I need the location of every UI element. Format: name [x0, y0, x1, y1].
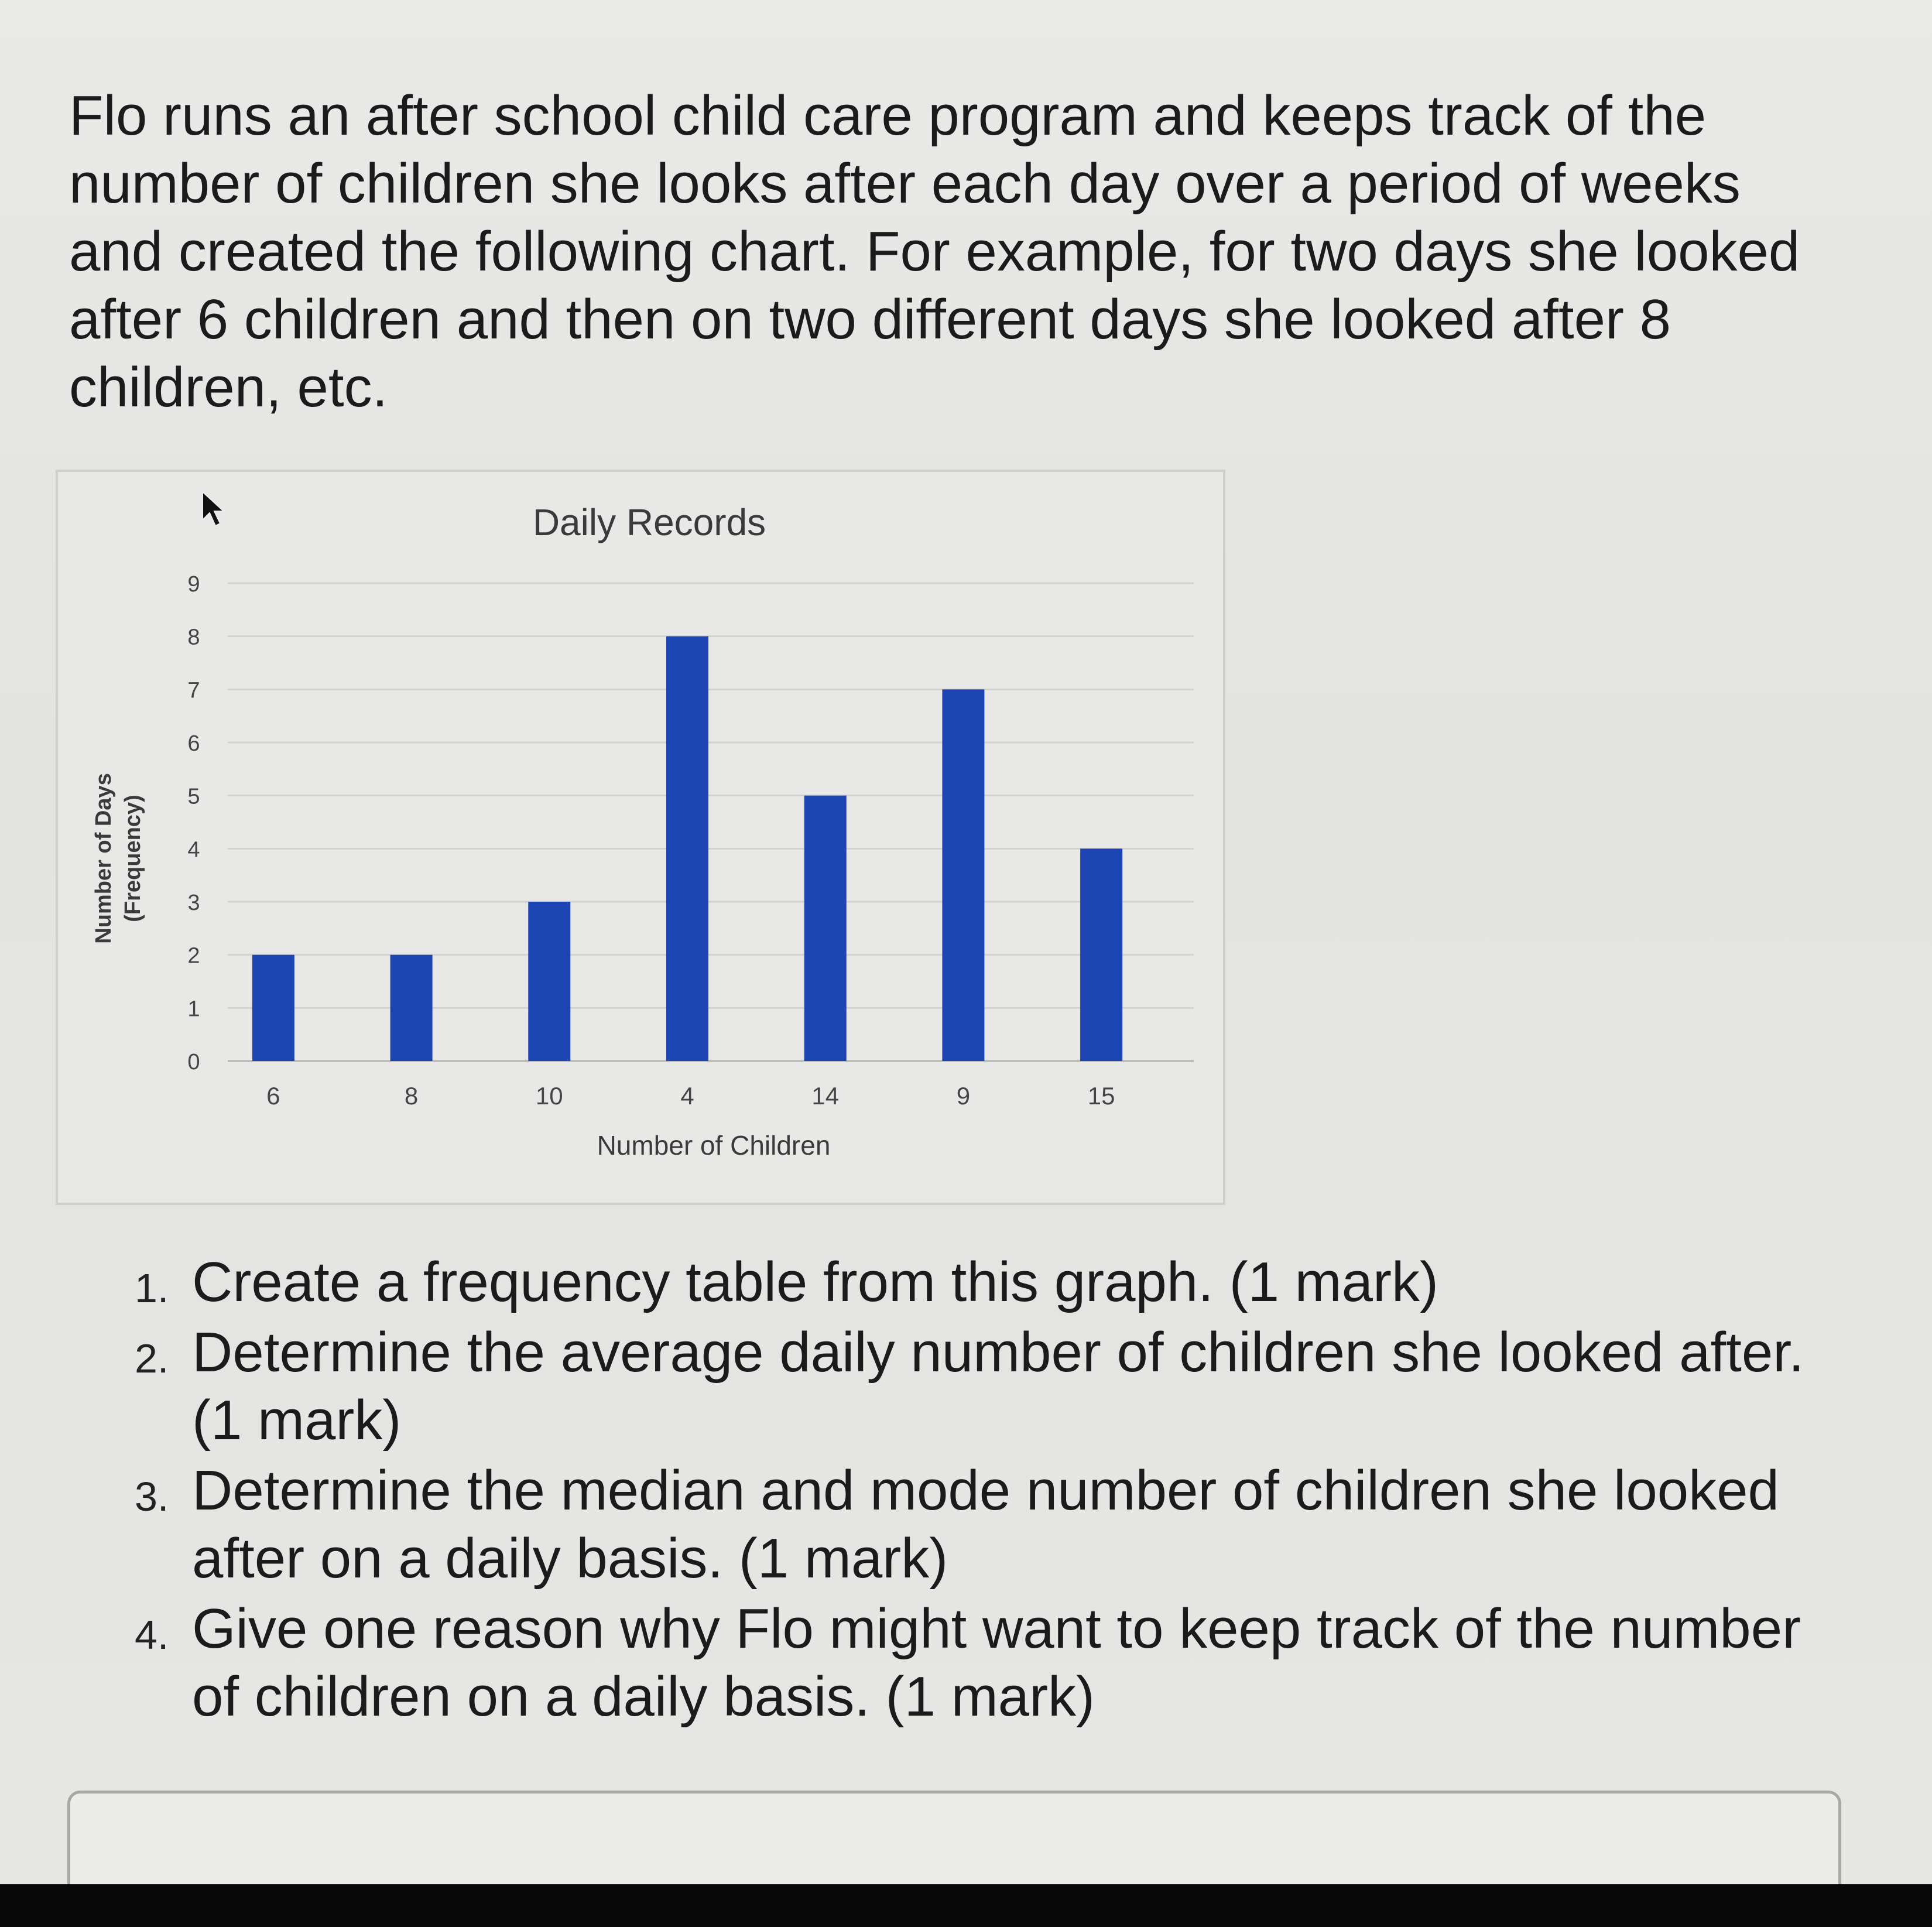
y-tick-label: 7	[187, 678, 200, 703]
question-item	[135, 1457, 1832, 1593]
question-number: 3.	[135, 1474, 169, 1519]
y-tick-label: 4	[187, 837, 200, 862]
y-tick-label: 6	[187, 731, 200, 756]
question-number: 1.	[135, 1265, 169, 1311]
bar-4	[666, 636, 708, 1061]
y-tick-label: 8	[187, 625, 200, 650]
question-text: Determine the average daily number of children she looked after. (1 mark)	[192, 1321, 1804, 1452]
y-tick-label: 5	[187, 784, 200, 809]
question-number: 2.	[135, 1336, 169, 1381]
problem-intro: Flo runs an after school child care program and keeps track of the number of children she looks after each day over a period of weeks and created the following chart. For example, for two days she looked after 6 children and then on two different days she looked after 8 children, etc.	[69, 84, 1800, 419]
bar-8	[390, 955, 433, 1061]
x-tick-labels	[266, 1082, 1115, 1110]
y-axis-label	[91, 773, 145, 943]
x-tick-label: 4	[680, 1082, 694, 1110]
question-text: Create a frequency table from this graph. (1 mark)	[192, 1251, 1438, 1313]
question-number: 4.	[135, 1612, 169, 1658]
screen-bezel	[0, 1884, 1932, 1927]
y-tick-label: 1	[187, 997, 200, 1022]
y-tick-label: 2	[187, 943, 200, 968]
x-tick-label: 14	[811, 1082, 840, 1110]
bar-9	[942, 689, 984, 1061]
y-axis-label-line2: (Frequency)	[121, 795, 145, 922]
question-text: Determine the median and mode number of children she looked after on a daily basis. (1 mark)	[192, 1459, 1779, 1590]
question-list	[135, 1248, 1832, 1733]
y-tick-labels	[187, 572, 200, 1074]
question-item	[135, 1595, 1832, 1731]
gridlines	[228, 583, 1194, 1061]
question-item	[135, 1248, 1832, 1316]
chart-frame	[56, 470, 1225, 1205]
question-item	[135, 1319, 1832, 1454]
x-tick-label: 6	[266, 1082, 280, 1110]
bar-10	[528, 902, 570, 1061]
question-text: Give one reason why Flo might want to keep track of the number of children on a daily basis. (1 mark)	[192, 1597, 1801, 1728]
y-tick-label: 9	[187, 572, 200, 597]
x-axis-label: Number of Children	[597, 1130, 831, 1161]
bar-15	[1080, 848, 1122, 1061]
x-tick-label: 8	[404, 1082, 419, 1110]
bar-6	[252, 955, 294, 1061]
chart-title: Daily Records	[532, 501, 766, 543]
y-tick-label: 0	[187, 1050, 200, 1074]
y-tick-label: 3	[187, 891, 200, 915]
x-tick-label: 10	[535, 1082, 563, 1110]
y-axis-label-line1: Number of Days	[91, 773, 116, 944]
mouse-cursor-icon	[200, 491, 224, 527]
bar-14	[804, 796, 847, 1061]
x-tick-label: 15	[1087, 1082, 1115, 1110]
x-tick-label: 9	[956, 1082, 971, 1110]
daily-records-chart	[58, 472, 1223, 1203]
